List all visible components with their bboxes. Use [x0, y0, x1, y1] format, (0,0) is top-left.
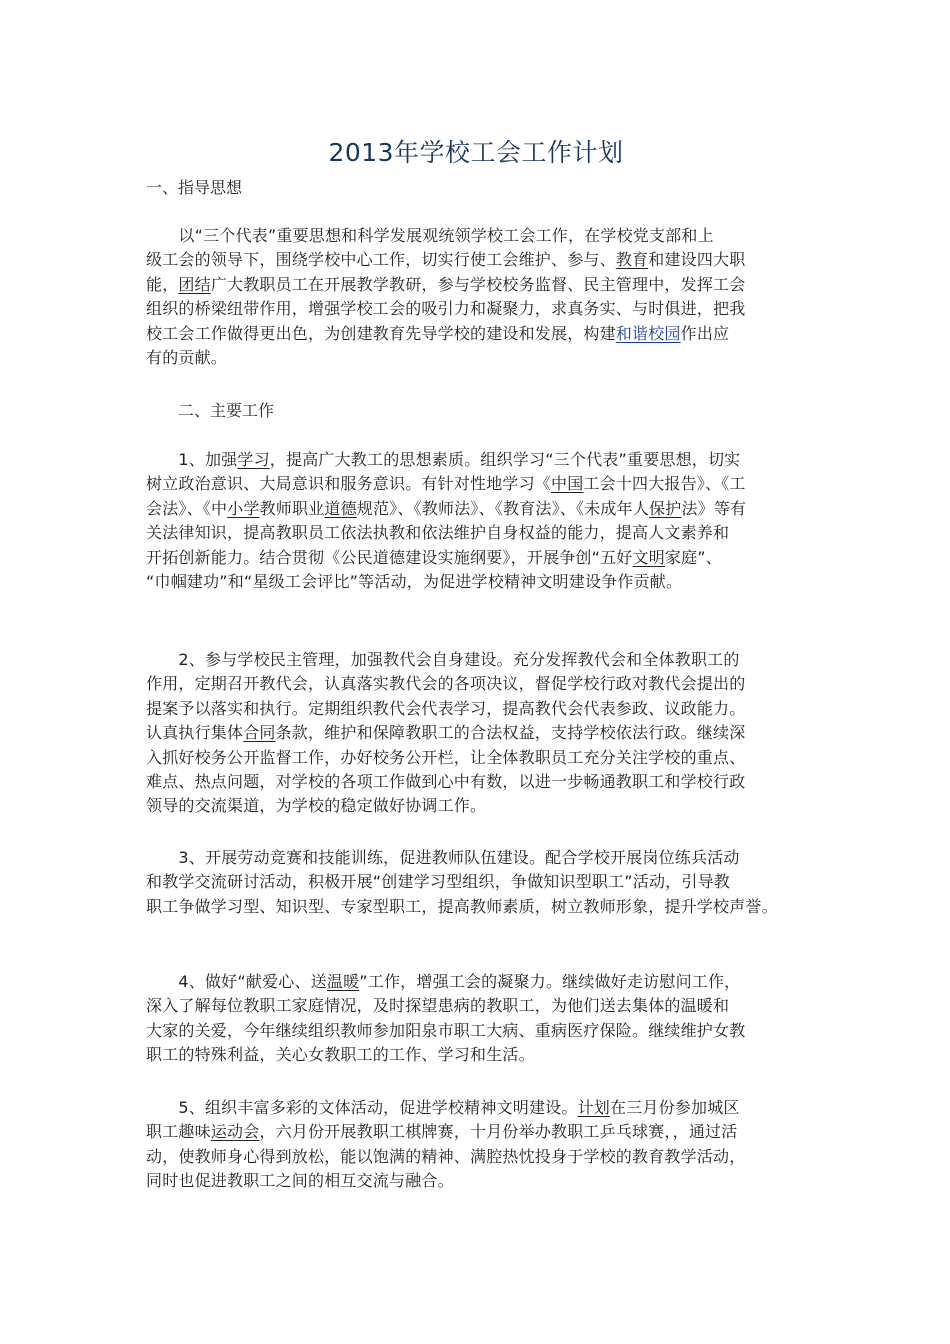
text-run: 深入了解每位教职工家庭情况，及时探望患病的教职工，为他们送去集体的温暖和: [146, 996, 730, 1016]
text-run: 工会十四大报告》、《工: [583, 474, 746, 494]
text-line: [146, 970, 814, 994]
text-line: [146, 794, 814, 818]
text-line: [146, 1043, 814, 1067]
text-run: 和建设四大职: [648, 250, 746, 270]
underlined-term: 中国: [551, 474, 584, 494]
text-line: [146, 721, 814, 745]
text-line: [146, 1096, 814, 1120]
underlined-term: 教育: [615, 250, 649, 270]
text-run: 规范》、《教师法》、《教育法》、《未成年人: [356, 498, 650, 518]
text-line: [146, 770, 814, 794]
text-run: ，六月份开展教职工棋牌赛，十月份举办教职工乒乓球赛，，通过活: [259, 1122, 738, 1142]
text-line: [146, 570, 814, 594]
text-run: 作用，定期召开教代会，认真落实教代会的各项决议，督促学校行政对教代会提出的: [146, 674, 746, 694]
text-line: [146, 546, 814, 570]
text-run: 家庭”、: [664, 547, 722, 567]
text-run: 作出应: [680, 323, 730, 343]
text-run: 校工会工作做得更出色，为创建教育先导学校的建设和发展，构建: [146, 323, 616, 343]
text-run: 有的贡献。: [146, 348, 228, 368]
text-run: 和教学交流研讨活动，积极开展“创建学习型组织，争做知识型职工”活动，引导教: [146, 872, 730, 892]
text-run: ，提高广大教工的思想素质。组织学习“三个代表”重要思想，切实: [269, 450, 741, 469]
text-run: 4、做好“献爱心、送: [146, 972, 327, 991]
paragraph-item-5: [146, 1096, 814, 1194]
underlined-term: 文明: [632, 547, 665, 567]
text-run: 级工会的领导下，围绕学校中心工作，切实行使工会维护、参与、: [146, 250, 616, 270]
text-run: 动，使教师身心得到放松，能以饱满的精神、满腔热忱投身于学校的教育教学活动，: [146, 1146, 746, 1166]
text-line: [146, 1169, 814, 1193]
text-line: [146, 297, 814, 321]
paragraph-item-1: [146, 448, 814, 594]
text-line: [146, 1120, 814, 1144]
text-run: 树立政治意识、大局意识和服务意识。有针对性地学习《: [146, 474, 552, 494]
text-run: 难点、热点问题，对学校的各项工作做到心中有数，以进一步畅通教职工和学校行政: [146, 772, 746, 792]
underlined-term: 合同: [243, 723, 276, 743]
text-run: 条款，维护和保障教职工的合法权益，支持学校依法行政。继续深: [275, 723, 746, 743]
text-line: [146, 870, 814, 894]
text-run: 入抓好校务公开监督工作，办好校务公开栏，让全体教职员工充分关注学校的重点、: [146, 747, 746, 767]
text-line: [146, 895, 814, 919]
text-line: [146, 224, 814, 248]
text-run: 职工争做学习型、知识型、专家型职工，提高教师素质，树立教师形象，提升学校声誉。: [146, 896, 778, 916]
underlined-term: 学习: [237, 450, 270, 469]
text-run: 1、加强: [146, 450, 238, 469]
text-line: [146, 697, 814, 721]
text-run: 大家的关爱，今年继续组织教师参加阳泉市职工大病、重病医疗保险。继续维护女教: [146, 1020, 746, 1040]
text-run: 认真执行集体: [146, 723, 244, 743]
text-run: 同时也促进教职工之间的相互交流与融合。: [146, 1171, 454, 1191]
underlined-term: 团结: [178, 274, 211, 294]
text-line: [146, 672, 814, 696]
text-run: 关法律知识，提高教职员工依法执教和依法维护自身权益的能力，提高人文素养和: [146, 523, 730, 543]
text-line: [146, 248, 814, 272]
underlined-term: 计划: [577, 1098, 610, 1117]
underlined-term: 温暖: [326, 972, 360, 991]
text-run: 在三月份参加城区: [610, 1098, 740, 1117]
text-line: [146, 521, 814, 545]
text-line: [146, 448, 814, 472]
text-line: [146, 648, 814, 672]
text-run: 职工趣味: [146, 1122, 211, 1142]
text-line: [146, 1145, 814, 1169]
underlined-term: 运动会: [210, 1122, 260, 1142]
text-run: 法》等有: [681, 498, 747, 518]
text-run: 领导的交流渠道，为学校的稳定做好协调工作。: [146, 796, 487, 816]
text-run: 5、组织丰富多彩的文体活动，促进学校精神文明建设。: [146, 1098, 578, 1117]
underlined-term: 小学: [227, 498, 260, 518]
text-line: [146, 346, 814, 370]
text-line: [146, 846, 814, 870]
paragraph-item-2: [146, 648, 814, 819]
text-run: 以“三个代表”重要思想和科学发展观统领学校工会工作，在学校党支部和上: [146, 226, 714, 245]
text-line: [146, 472, 814, 496]
paragraph-item-4: [146, 970, 814, 1068]
text-run: 提案予以落实和执行。定期组织教代会代表学习，提高教代会代表参政、议政能力。: [146, 698, 746, 718]
section-heading-main-work: 二、主要工作: [146, 401, 275, 420]
text-run: 职工的特殊利益，关心女教职工的工作、学习和生活。: [146, 1045, 535, 1065]
section-heading-guiding-ideology: 一、指导思想: [146, 178, 243, 197]
text-line: [146, 497, 814, 521]
text-run: ”工作，增强工会的凝聚力。继续做好走访慰问工作，: [359, 972, 741, 991]
text-run: 会法》、《中: [146, 498, 228, 518]
text-run: 开拓创新能力。结合贯彻《公民道德建设实施纲要》，开展争创“五好: [146, 547, 633, 567]
text-line: [146, 273, 814, 297]
paragraph-guiding-ideology: [146, 224, 814, 370]
document-title: 2013年学校工会工作计划: [328, 138, 624, 167]
paragraph-item-3: [146, 846, 814, 919]
text-run: 2、参与学校民主管理，加强教代会自身建设。充分发挥教代会和全体教职工的: [146, 650, 740, 669]
underlined-term: 道德: [324, 498, 357, 518]
text-run: 能，: [146, 274, 179, 294]
underlined-term: 保护: [649, 498, 682, 518]
inline-link[interactable]: 和谐校园: [615, 323, 681, 343]
text-run: “巾帼建功”和“星级工会评比”等活动，为促进学校精神文明建设争作贡献。: [146, 572, 683, 592]
text-run: 广大教职员工在开展教学教研，参与学校校务监督、民主管理中，发挥工会: [210, 274, 746, 294]
text-line: [146, 746, 814, 770]
text-line: [146, 1019, 814, 1043]
text-line: [146, 994, 814, 1018]
text-run: 教师职业: [259, 498, 325, 518]
text-line: [146, 322, 814, 346]
text-run: 组织的桥梁纽带作用，增强学校工会的吸引力和凝聚力，求真务实、与时俱进，把我: [146, 299, 746, 319]
text-run: 3、开展劳动竞赛和技能训练，促进教师队伍建设。配合学校开展岗位练兵活动: [146, 848, 740, 867]
